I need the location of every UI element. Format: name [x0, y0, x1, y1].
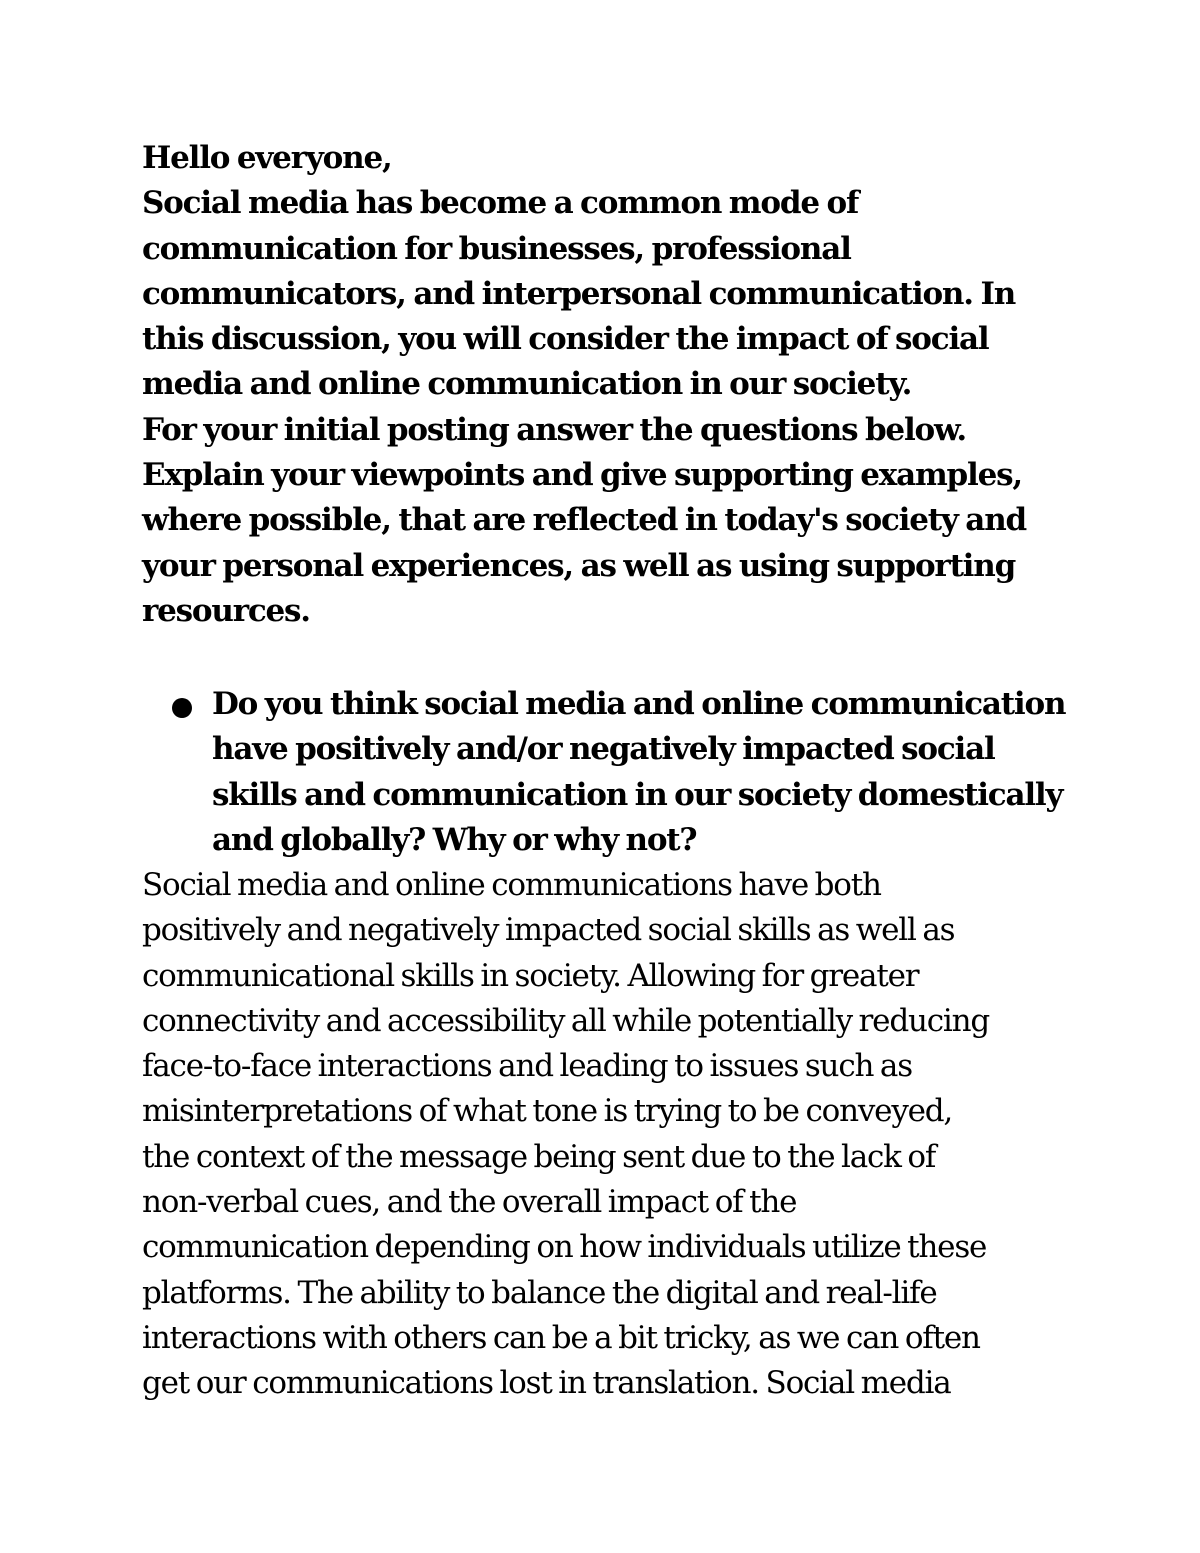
text-line: non-verbal cues, and the overall impact of the	[142, 1184, 797, 1221]
text-line: Social media has become a common mode of	[142, 185, 859, 222]
intro-paragraph	[142, 136, 1072, 634]
text-line: face-to-face interactions and leading to issues such as	[142, 1048, 912, 1085]
text-line: resources.	[142, 592, 310, 629]
text-line: where possible, that are reflected in today's society and	[142, 502, 1027, 539]
text-line: get our communications lost in translation. Social media	[142, 1365, 951, 1402]
text-line: communication for businesses, professional	[142, 230, 851, 267]
text-line: Social media and online communications have both	[142, 867, 881, 903]
bullet-dot-icon	[172, 698, 192, 718]
text-line: media and online communication in our society.	[142, 366, 912, 403]
text-line: communicational skills in society. Allowing for greater	[142, 957, 919, 994]
text-line: For your initial posting answer the questions below.	[142, 411, 966, 448]
question-text	[212, 682, 1072, 863]
text-line: the context of the message being sent due to the lack of	[142, 1138, 936, 1175]
text-line: misinterpretations of what tone is trying to be conveyed,	[142, 1093, 953, 1130]
text-line: your personal experiences, as well as using supporting	[142, 547, 1016, 584]
text-line: Explain your viewpoints and give supporting examples,	[142, 457, 1022, 494]
text-line: communication depending on how individuals utilize these	[142, 1229, 987, 1266]
text-line: communicators, and interpersonal communication. In	[142, 275, 1016, 312]
answer-paragraph	[142, 863, 1072, 1407]
text-line: Hello everyone,	[142, 140, 392, 176]
text-line: and globally? Why or why not?	[212, 821, 697, 858]
text-line: interactions with others can be a bit tricky, as we can often	[142, 1319, 980, 1356]
text-line: platforms. The ability to balance the digital and real-life	[142, 1274, 937, 1311]
text-line: this discussion, you will consider the impact of social	[142, 321, 989, 358]
text-line: skills and communication in our society domestically	[212, 776, 1063, 813]
text-line: Do you think social media and online communication	[212, 686, 1066, 722]
text-line: connectivity and accessibility all while potentially reducing	[142, 1002, 990, 1039]
text-line: positively and negatively impacted social skills as well as	[142, 912, 955, 949]
text-line: have positively and/or negatively impacted social	[212, 731, 995, 768]
